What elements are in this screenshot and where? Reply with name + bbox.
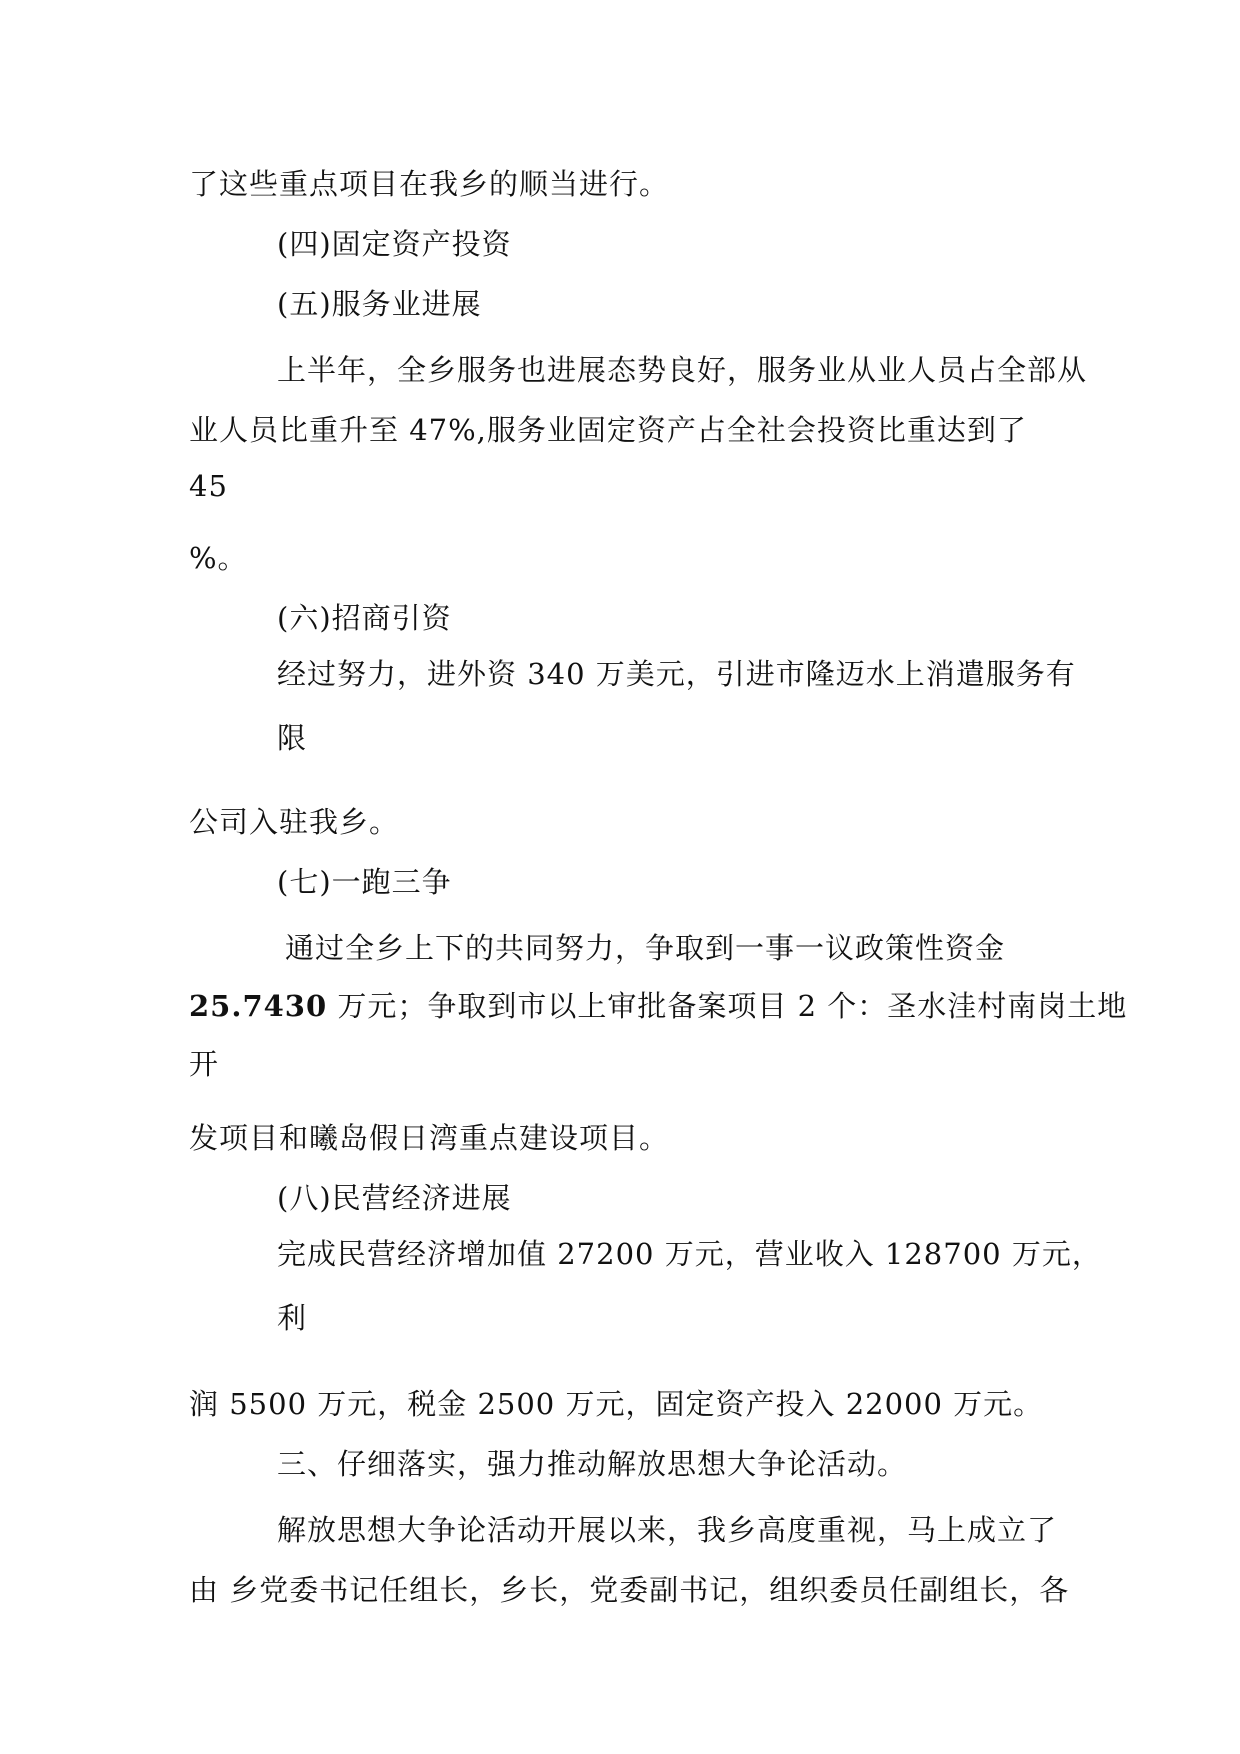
paragraph-line: 由 乡党委书记任组长，乡长，党委副书记，组织委员任副组长，各 <box>189 1573 1070 1607</box>
paragraph-line: 完成民营经济增加值 27200 万元，营业收入 128700 万元， <box>277 1237 1102 1271</box>
funding-amount: 25.7430 <box>189 989 328 1023</box>
paragraph-line-text: 万元；争取到市以上审批备案项目 2 个：圣水洼村南岗土地 <box>337 989 1128 1023</box>
paragraph-line: 公司入驻我乡。 <box>189 805 400 839</box>
section-heading: (八)民营经济进展 <box>277 1181 512 1215</box>
paragraph-line: 润 5500 万元，税金 2500 万元，固定资产投入 22000 万元。 <box>189 1387 1044 1421</box>
paragraph-line: 45 <box>189 469 228 503</box>
paragraph-line: 限 <box>277 721 308 755</box>
section-heading: (七)一跑三争 <box>277 865 452 899</box>
paragraph-line <box>189 988 1127 1024</box>
section-heading: 三、仔细落实，强力推动解放思想大争论活动。 <box>277 1447 908 1481</box>
paragraph-line: 经过努力，进外资 340 万美元，引进市隆迈水上消遣服务有 <box>277 657 1076 691</box>
paragraph-line: 发项目和曦岛假日湾重点建设项目。 <box>189 1121 670 1155</box>
paragraph-line: 开 <box>189 1047 220 1081</box>
section-heading: (四)固定资产投资 <box>277 227 512 261</box>
paragraph-line: 利 <box>277 1301 308 1335</box>
paragraph-line: 了这些重点项目在我乡的顺当进行。 <box>189 167 670 201</box>
paragraph-line: 解放思想大争论活动开展以来，我乡高度重视，马上成立了 <box>277 1513 1058 1547</box>
section-heading: (六)招商引资 <box>277 601 452 635</box>
paragraph-line: 上半年，全乡服务也进展态势良好，服务业从业人员占全部从 <box>277 353 1088 387</box>
section-heading: (五)服务业进展 <box>277 287 482 321</box>
paragraph-line: 通过全乡上下的共同努力，争取到一事一议政策性资金 <box>285 931 1006 965</box>
paragraph-line: %。 <box>189 541 248 575</box>
paragraph-line: 业人员比重升至 47%,服务业固定资产占全社会投资比重达到了 <box>189 413 1027 447</box>
